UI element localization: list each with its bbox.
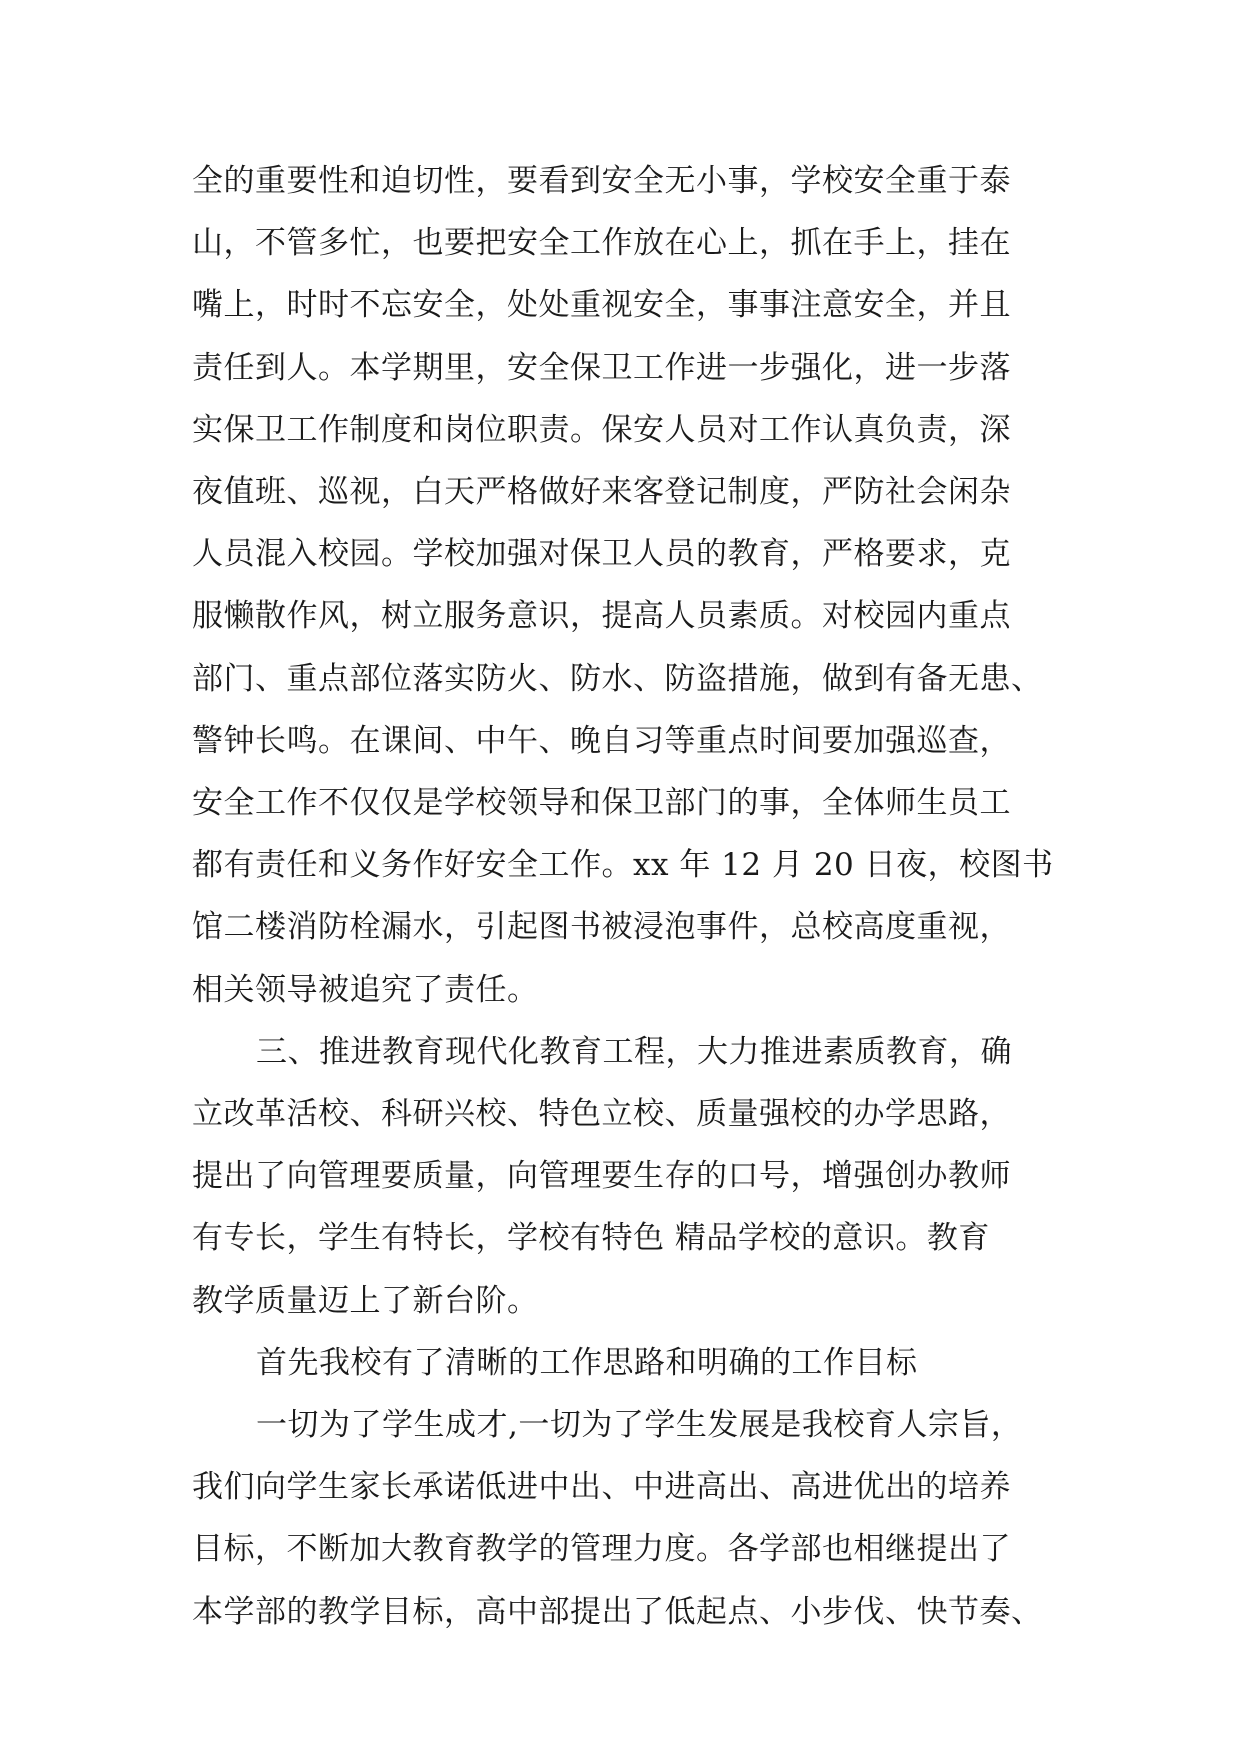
text-line: 相关领导被追究了责任。 xyxy=(192,971,539,1008)
paragraph-work-goals-heading xyxy=(192,1332,1072,1394)
text-line: 夜值班、巡视，白天严格做好来客登记制度，严防社会闲杂 xyxy=(192,474,1011,511)
text-line: 提出了向管理要质量，向管理要生存的口号，增强创办教师 xyxy=(192,1158,1011,1195)
paragraph-education-purpose xyxy=(192,1394,1072,1643)
paragraph-section-three xyxy=(192,1021,1072,1332)
text-line: 首先我校有了清晰的工作思路和明确的工作目标 xyxy=(256,1344,918,1381)
text-line: 目标，不断加大教育教学的管理力度。各学部也相继提出了 xyxy=(192,1531,1011,1568)
text-line: 有专长，学生有特长，学校有特色 精品学校的意识。教育 xyxy=(192,1220,990,1257)
text-line: 责任到人。本学期里，安全保卫工作进一步强化，进一步落 xyxy=(192,349,1011,386)
text-line: 都有责任和义务作好安全工作。xx 年 12 月 20 日夜，校图书 xyxy=(192,847,1054,884)
text-line: 我们向学生家长承诺低进中出、中进高出、高进优出的培养 xyxy=(192,1469,1011,1506)
document-body xyxy=(192,150,1072,1643)
text-line: 立改革活校、科研兴校、特色立校、质量强校的办学思路， xyxy=(192,1096,1011,1133)
text-line: 本学部的教学目标，高中部提出了低起点、小步伐、快节奏、 xyxy=(192,1593,1043,1630)
text-line: 警钟长鸣。在课间、中午、晚自习等重点时间要加强巡查， xyxy=(192,722,1011,759)
text-line: 嘴上，时时不忘安全，处处重视安全，事事注意安全，并且 xyxy=(192,287,1011,324)
text-line: 安全工作不仅仅是学校领导和保卫部门的事，全体师生员工 xyxy=(192,785,1011,822)
text-line: 全的重要性和迫切性，要看到安全无小事，学校安全重于泰 xyxy=(192,163,1011,199)
text-line: 部门、重点部位落实防火、防水、防盗措施，做到有备无患、 xyxy=(192,660,1043,697)
text-line: 教学质量迈上了新台阶。 xyxy=(192,1282,539,1319)
text-line: 馆二楼消防栓漏水，引起图书被浸泡事件，总校高度重视， xyxy=(192,909,1011,946)
paragraph-safety-work xyxy=(192,150,1072,1021)
text-line: 服懒散作风，树立服务意识，提高人员素质。对校园内重点 xyxy=(192,598,1011,635)
text-line: 一切为了学生成才,一切为了学生发展是我校育人宗旨， xyxy=(256,1407,1023,1444)
text-line: 山，不管多忙，也要把安全工作放在心上，抓在手上，挂在 xyxy=(192,225,1011,262)
text-line: 人员混入校园。学校加强对保卫人员的教育，严格要求，克 xyxy=(192,536,1011,573)
text-line: 三、推进教育现代化教育工程，大力推进素质教育，确 xyxy=(256,1033,1012,1070)
text-line: 实保卫工作制度和岗位职责。保安人员对工作认真负责，深 xyxy=(192,411,1011,448)
